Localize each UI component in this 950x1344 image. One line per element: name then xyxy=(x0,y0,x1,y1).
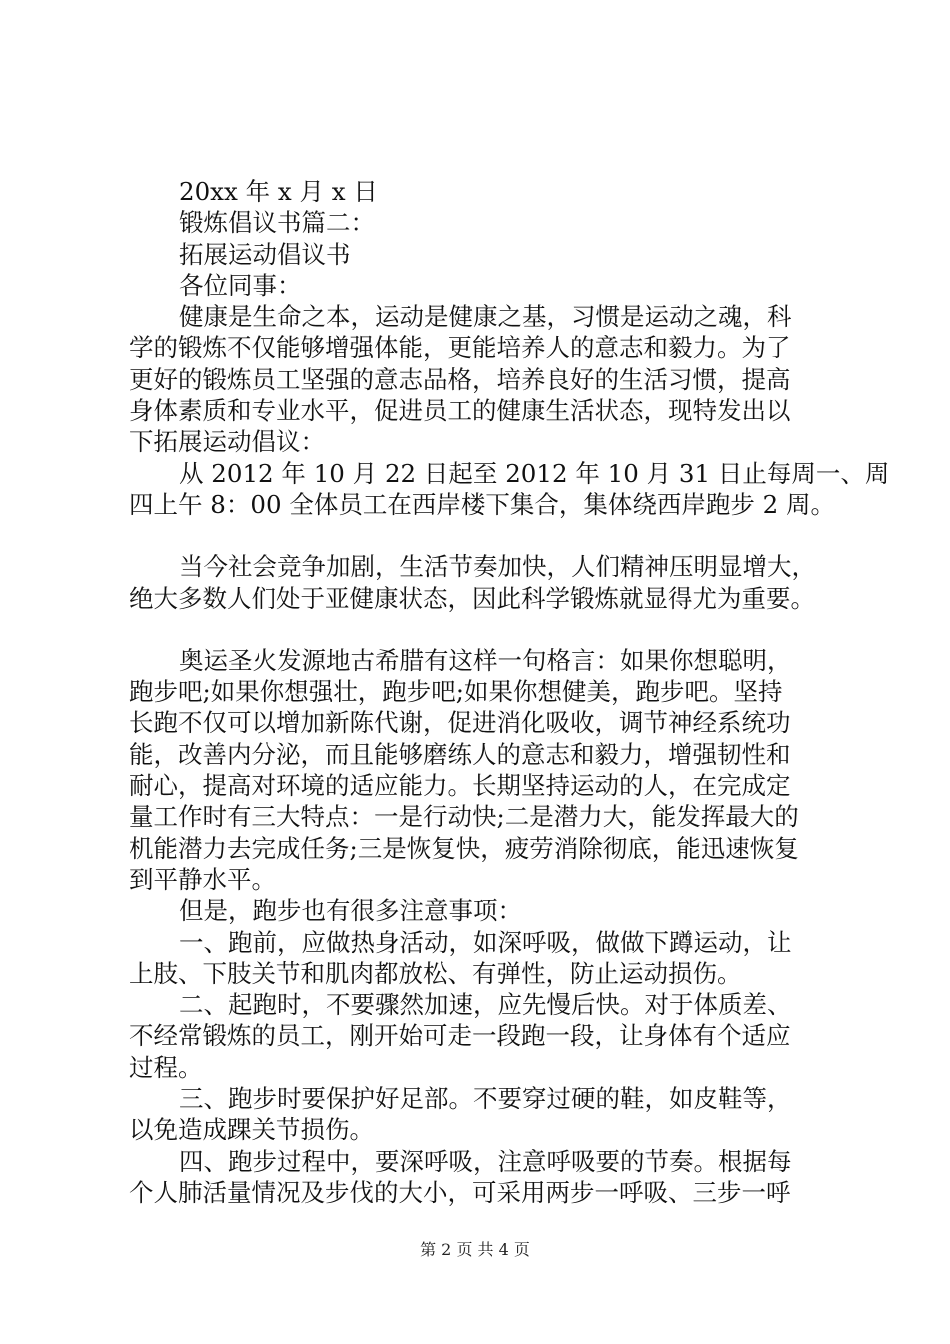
text-line: 各位同事： xyxy=(179,270,302,300)
text-line: 奥运圣火发源地古希腊有这样一句格言：如果你想聪明， xyxy=(179,645,792,675)
text-line: 跑步吧;如果你想强壮，跑步吧;如果你想健美，跑步吧。坚持 xyxy=(129,677,783,707)
text-line: 健康是生命之本，运动是健康之基，习惯是运动之魂，科 xyxy=(179,302,792,332)
text-line: 到平静水平。 xyxy=(129,864,276,894)
text-line: 当今社会竞争加剧，生活节奏加快，人们精神压明显增大， xyxy=(179,552,816,582)
text-line: 不经常锻炼的员工，刚开始可走一段跑一段，让身体有个适应 xyxy=(129,1021,791,1051)
text-line: 一、跑前，应做热身活动，如深呼吸，做做下蹲运动，让 xyxy=(179,927,792,957)
text-line: 二、起跑时，不要骤然加速，应先慢后快。对于体质差、 xyxy=(179,990,792,1020)
text-line: 量工作时有三大特点：一是行动快;二是潜力大，能发挥最大的 xyxy=(129,802,799,832)
text-line: 以免造成踝关节损伤。 xyxy=(129,1115,374,1145)
page-footer: 第 2 页 共 4 页 xyxy=(420,1240,530,1259)
text-line: 身体素质和专业水平，促进员工的健康生活状态，现特发出以 xyxy=(129,396,791,426)
text-line: 绝大多数人们处于亚健康状态，因此科学锻炼就显得尤为重要。 xyxy=(129,583,815,613)
text-line: 但是，跑步也有很多注意事项： xyxy=(179,896,522,926)
text-line: 过程。 xyxy=(129,1052,203,1082)
text-line: 从 2012 年 10 月 22 日起至 2012 年 10 月 31 日止每周一、周 xyxy=(179,458,890,488)
text-line: 四上午 8：00 全体员工在西岸楼下集合，集体绕西岸跑步 2 周。 xyxy=(129,489,835,519)
text-line: 个人肺活量情况及步伐的大小，可采用两步一呼吸、三步一呼 xyxy=(129,1177,791,1207)
text-line: 锻炼倡议书篇二： xyxy=(179,208,375,238)
text-line: 能，改善内分泌，而且能够磨练人的意志和毅力，增强韧性和 xyxy=(129,739,791,769)
text-line: 学的锻炼不仅能够增强体能，更能培养人的意志和毅力。为了 xyxy=(129,333,791,363)
text-line: 上肢、下肢关节和肌肉都放松、有弹性，防止运动损伤。 xyxy=(129,958,742,988)
text-line: 下拓展运动倡议： xyxy=(129,427,325,457)
text-line: 20xx 年 x 月 x 日 xyxy=(179,177,378,206)
text-line: 耐心，提高对环境的适应能力。长期坚持运动的人，在完成定 xyxy=(129,771,791,801)
text-line: 长跑不仅可以增加新陈代谢，促进消化吸收，调节神经系统功 xyxy=(129,708,791,738)
text-line: 机能潜力去完成任务;三是恢复快，疲劳消除彻底，能迅速恢复 xyxy=(129,833,799,863)
text-line: 拓展运动倡议书 xyxy=(179,239,351,269)
text-line: 更好的锻炼员工坚强的意志品格，培养良好的生活习惯，提高 xyxy=(129,364,791,394)
document-body xyxy=(129,176,890,1208)
text-line: 四、跑步过程中，要深呼吸，注意呼吸要的节奏。根据每 xyxy=(179,1146,792,1176)
text-line: 三、跑步时要保护好足部。不要穿过硬的鞋，如皮鞋等， xyxy=(179,1084,792,1114)
